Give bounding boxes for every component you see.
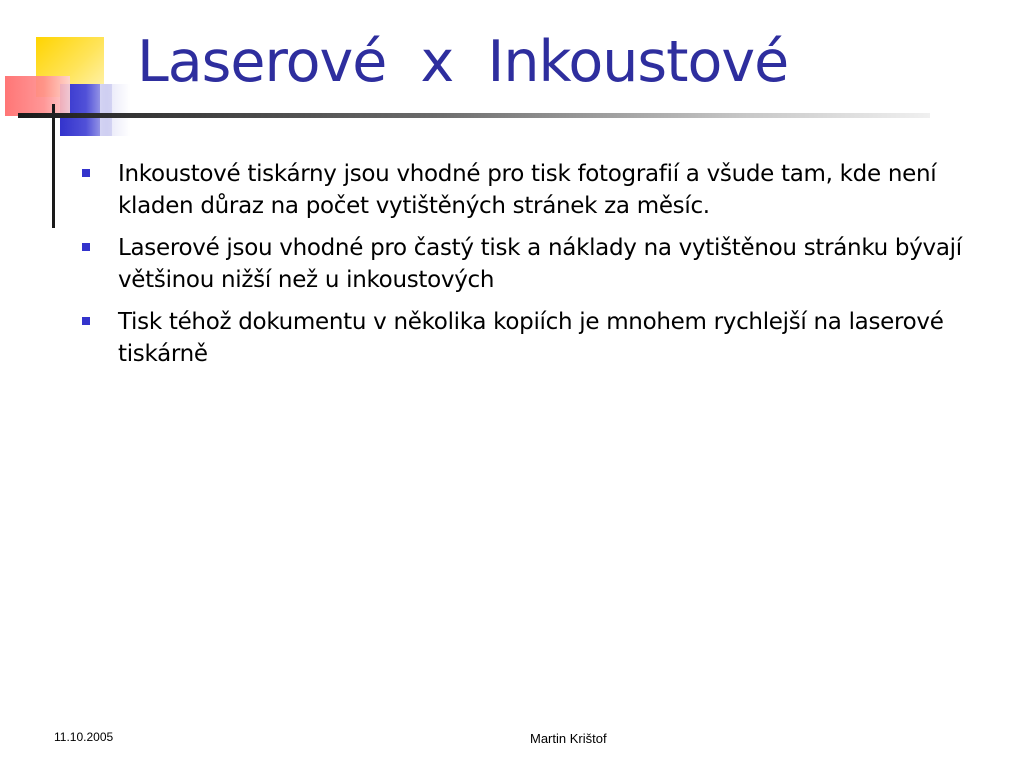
square-bullet-icon xyxy=(82,317,90,325)
square-bullet-icon xyxy=(82,169,90,177)
bullet-text: Inkoustové tiskárny jsou vhodné pro tisk fotografií a všude tam, kde není kladen důraz na počet vytištěných stránek za měsíc. xyxy=(118,161,937,219)
bullet-text: Tisk téhož dokumentu v několika kopiích je mnohem rychlejší na laserové tiskárně xyxy=(118,309,944,367)
footer-author: Martin Krištof xyxy=(530,731,607,746)
bullet-text: Laserové jsou vhodné pro častý tisk a náklady na vytištěnou stránku bývají většinou nižší než u inkoustových xyxy=(118,235,962,293)
red-square-decoration xyxy=(5,76,70,116)
bullet-list xyxy=(80,158,990,380)
square-bullet-icon xyxy=(82,243,90,251)
slide-title: Laserové x Inkoustové xyxy=(137,29,789,95)
bullet-item xyxy=(80,158,990,222)
vertical-rule xyxy=(52,104,55,228)
footer-date: 11.10.2005 xyxy=(54,730,114,744)
title-underline-rule xyxy=(18,113,930,118)
blue-square-fade-decoration xyxy=(100,84,130,136)
bullet-item xyxy=(80,232,990,296)
bullet-item xyxy=(80,306,990,370)
